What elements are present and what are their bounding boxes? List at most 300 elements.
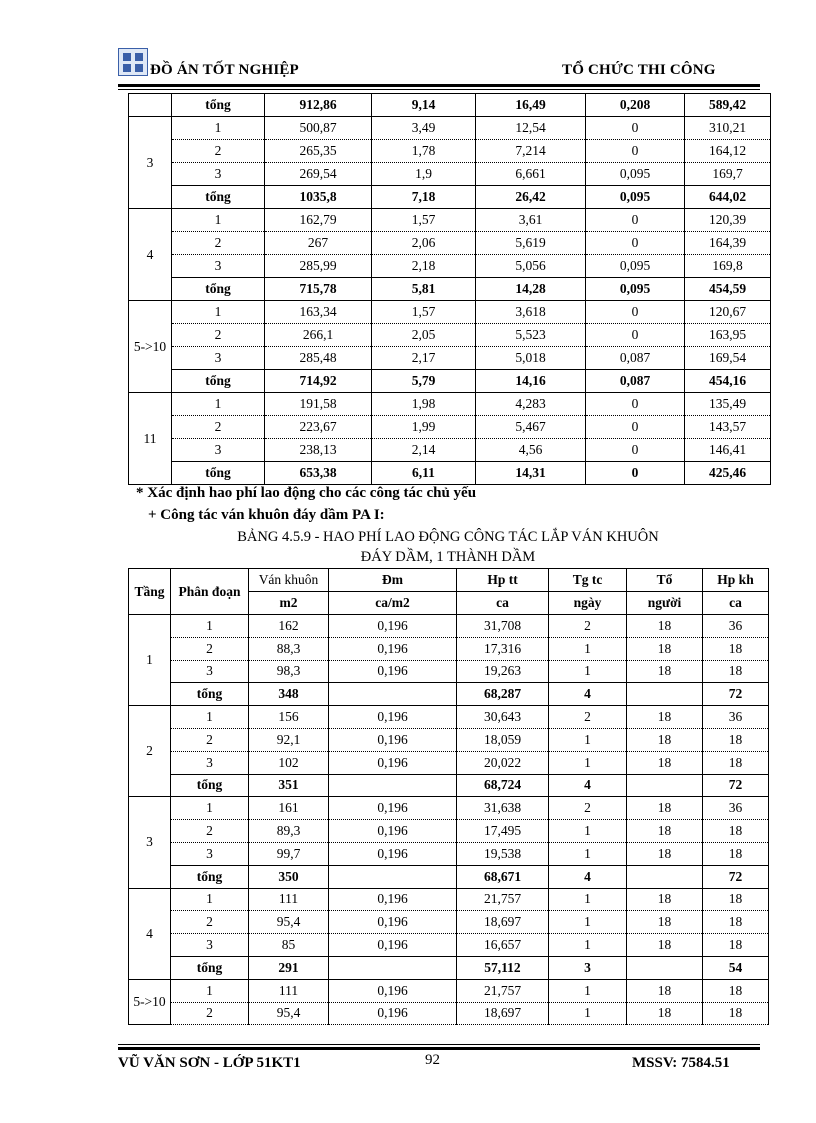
labor-cost-table-continued <box>128 93 771 485</box>
table-row <box>129 934 769 957</box>
row-label-cell: 3 <box>172 255 265 278</box>
value-cell: 99,7 <box>249 842 329 865</box>
value-cell: 88,3 <box>249 637 329 660</box>
value-cell: 4,56 <box>476 439 586 462</box>
value-cell: 18 <box>627 751 703 774</box>
value-cell: 72 <box>703 865 769 888</box>
value-cell: 0,196 <box>329 911 457 934</box>
value-cell: 162 <box>249 615 329 638</box>
table-row <box>129 1002 769 1025</box>
value-cell: 143,57 <box>685 416 771 439</box>
value-cell: 1 <box>549 1002 627 1025</box>
table-total-row <box>129 370 771 393</box>
value-cell: 17,316 <box>457 637 549 660</box>
tang-cell: 1 <box>129 615 171 706</box>
table-row <box>129 163 771 186</box>
value-cell <box>329 865 457 888</box>
value-cell: 1 <box>549 934 627 957</box>
table-total-row <box>129 278 771 301</box>
table-row <box>129 117 771 140</box>
value-cell: 348 <box>249 683 329 706</box>
value-cell: 191,58 <box>265 393 372 416</box>
value-cell: 95,4 <box>249 911 329 934</box>
value-cell <box>627 774 703 797</box>
tang-cell-continued <box>129 94 172 117</box>
value-cell: 7,18 <box>372 186 476 209</box>
value-cell: 2,14 <box>372 439 476 462</box>
value-cell: 310,21 <box>685 117 771 140</box>
author-class: - LỚP 51KT1 <box>210 1055 301 1071</box>
value-cell: 1,57 <box>372 301 476 324</box>
row-label-cell: 3 <box>171 660 249 683</box>
value-cell: 0,087 <box>586 347 685 370</box>
value-cell: 18 <box>703 979 769 1002</box>
value-cell: 0,196 <box>329 728 457 751</box>
table2-header-row <box>129 569 769 592</box>
table-total-row <box>129 956 769 979</box>
value-cell: 18 <box>627 911 703 934</box>
value-cell: 0 <box>586 324 685 347</box>
value-cell: 0,196 <box>329 888 457 911</box>
table-row <box>129 393 771 416</box>
table-row <box>129 979 769 1002</box>
value-cell: 18 <box>627 615 703 638</box>
value-cell: 14,31 <box>476 462 586 485</box>
value-cell: 102 <box>249 751 329 774</box>
value-cell: 18 <box>627 797 703 820</box>
value-cell: 1 <box>549 751 627 774</box>
row-label-cell: 1 <box>172 301 265 324</box>
row-label-cell: 3 <box>171 751 249 774</box>
value-cell: 72 <box>703 774 769 797</box>
unit-hp-kh: ca <box>703 592 769 615</box>
row-label-cell: 1 <box>172 117 265 140</box>
formwork-labor-table <box>128 568 769 1025</box>
value-cell: 1 <box>549 728 627 751</box>
value-cell: 0,087 <box>586 370 685 393</box>
row-label-cell: 2 <box>171 728 249 751</box>
table-row <box>129 232 771 255</box>
value-cell: 36 <box>703 797 769 820</box>
value-cell: 68,671 <box>457 865 549 888</box>
table-row <box>129 706 769 729</box>
value-cell: 18 <box>703 1002 769 1025</box>
value-cell: 36 <box>703 706 769 729</box>
table-row <box>129 416 771 439</box>
row-label-cell: 2 <box>171 820 249 843</box>
row-label-cell: 2 <box>171 911 249 934</box>
unit-tg-tc: ngày <box>549 592 627 615</box>
table-row <box>129 911 769 934</box>
table-row <box>129 209 771 232</box>
tang-cell: 3 <box>129 117 172 209</box>
table-row <box>129 301 771 324</box>
row-label-cell: tổng <box>172 94 265 117</box>
value-cell: 267 <box>265 232 372 255</box>
value-cell: 14,28 <box>476 278 586 301</box>
value-cell: 4,283 <box>476 393 586 416</box>
tang-cell: 4 <box>129 888 171 979</box>
value-cell: 164,12 <box>685 140 771 163</box>
value-cell: 163,95 <box>685 324 771 347</box>
value-cell: 169,8 <box>685 255 771 278</box>
value-cell: 169,7 <box>685 163 771 186</box>
value-cell: 156 <box>249 706 329 729</box>
value-cell: 18 <box>627 637 703 660</box>
value-cell: 5,81 <box>372 278 476 301</box>
value-cell: 1 <box>549 979 627 1002</box>
value-cell: 4 <box>549 865 627 888</box>
value-cell <box>329 956 457 979</box>
value-cell: 0 <box>586 140 685 163</box>
value-cell: 5,056 <box>476 255 586 278</box>
value-cell: 12,54 <box>476 117 586 140</box>
value-cell: 18 <box>703 751 769 774</box>
row-label-cell: tổng <box>172 278 265 301</box>
row-label-cell: 3 <box>172 163 265 186</box>
table-row <box>129 888 769 911</box>
value-cell: 18 <box>703 911 769 934</box>
value-cell: 0,095 <box>586 163 685 186</box>
value-cell: 2,06 <box>372 232 476 255</box>
value-cell: 0,196 <box>329 706 457 729</box>
value-cell <box>627 956 703 979</box>
table-row <box>129 255 771 278</box>
value-cell: 2 <box>549 797 627 820</box>
tang-cell: 11 <box>129 393 172 485</box>
table2-title-line2: ĐÁY DẦM, 1 THÀNH DẦM <box>360 549 536 565</box>
value-cell: 2,17 <box>372 347 476 370</box>
value-cell: 18 <box>703 934 769 957</box>
value-cell: 223,67 <box>265 416 372 439</box>
value-cell: 18 <box>627 1002 703 1025</box>
footer-rule-thick <box>118 1047 760 1050</box>
value-cell: 0,196 <box>329 979 457 1002</box>
page-number: 92 <box>425 1052 440 1068</box>
value-cell: 291 <box>249 956 329 979</box>
value-cell: 350 <box>249 865 329 888</box>
value-cell: 2 <box>549 706 627 729</box>
value-cell: 18 <box>627 728 703 751</box>
value-cell: 19,263 <box>457 660 549 683</box>
value-cell: 31,638 <box>457 797 549 820</box>
value-cell: 238,13 <box>265 439 372 462</box>
table-row <box>129 324 771 347</box>
value-cell: 18,697 <box>457 1002 549 1025</box>
university-logo-icon <box>118 48 148 76</box>
header-rule-thin <box>118 89 760 90</box>
table-row <box>129 660 769 683</box>
value-cell: 500,87 <box>265 117 372 140</box>
value-cell: 454,59 <box>685 278 771 301</box>
value-cell: 715,78 <box>265 278 372 301</box>
row-label-cell: 3 <box>172 439 265 462</box>
value-cell: 0 <box>586 416 685 439</box>
value-cell: 5,523 <box>476 324 586 347</box>
value-cell: 161 <box>249 797 329 820</box>
value-cell: 265,35 <box>265 140 372 163</box>
value-cell: 3 <box>549 956 627 979</box>
value-cell: 18 <box>703 660 769 683</box>
value-cell: 18 <box>627 888 703 911</box>
value-cell: 18 <box>703 637 769 660</box>
value-cell: 18,697 <box>457 911 549 934</box>
value-cell: 68,724 <box>457 774 549 797</box>
value-cell: 111 <box>249 888 329 911</box>
value-cell: 0,196 <box>329 751 457 774</box>
table-row <box>129 637 769 660</box>
value-cell: 18 <box>627 820 703 843</box>
row-label-cell: 1 <box>171 615 249 638</box>
value-cell <box>627 865 703 888</box>
value-cell: 1,9 <box>372 163 476 186</box>
footer-student-id: MSSV: 7584.51 <box>632 1055 730 1071</box>
value-cell: 351 <box>249 774 329 797</box>
value-cell: 1,57 <box>372 209 476 232</box>
value-cell: 2,05 <box>372 324 476 347</box>
row-label-cell: tổng <box>172 462 265 485</box>
value-cell: 18 <box>627 979 703 1002</box>
value-cell: 589,42 <box>685 94 771 117</box>
table-total-row <box>129 865 769 888</box>
value-cell: 18 <box>703 888 769 911</box>
value-cell: 5,467 <box>476 416 586 439</box>
row-label-cell: 2 <box>171 637 249 660</box>
row-label-cell: 2 <box>172 324 265 347</box>
header-right-title: TỔ CHỨC THI CÔNG <box>562 62 716 78</box>
value-cell: 2 <box>549 615 627 638</box>
col-header-hp-tt: Hp tt <box>457 569 549 592</box>
value-cell: 17,495 <box>457 820 549 843</box>
unit-dm: ca/m2 <box>329 592 457 615</box>
value-cell: 21,757 <box>457 979 549 1002</box>
value-cell: 0,196 <box>329 615 457 638</box>
value-cell: 146,41 <box>685 439 771 462</box>
value-cell: 98,3 <box>249 660 329 683</box>
table-row <box>129 797 769 820</box>
value-cell: 5,79 <box>372 370 476 393</box>
value-cell: 454,16 <box>685 370 771 393</box>
value-cell: 425,46 <box>685 462 771 485</box>
value-cell: 14,16 <box>476 370 586 393</box>
value-cell: 0,196 <box>329 934 457 957</box>
note-labor-cost: * Xác định hao phí lao động cho các công tác chủ yếu <box>136 485 477 501</box>
table-row <box>129 140 771 163</box>
row-label-cell: tổng <box>172 370 265 393</box>
value-cell: 653,38 <box>265 462 372 485</box>
value-cell: 9,14 <box>372 94 476 117</box>
table-row <box>129 842 769 865</box>
table-row <box>129 439 771 462</box>
value-cell <box>627 683 703 706</box>
value-cell: 1 <box>549 820 627 843</box>
row-label-cell: 2 <box>172 232 265 255</box>
value-cell: 0 <box>586 462 685 485</box>
value-cell: 7,214 <box>476 140 586 163</box>
table-row <box>129 751 769 774</box>
value-cell: 18 <box>627 934 703 957</box>
value-cell: 57,112 <box>457 956 549 979</box>
value-cell: 95,4 <box>249 1002 329 1025</box>
footer-rule-thin <box>118 1044 760 1045</box>
value-cell: 0,095 <box>586 278 685 301</box>
value-cell: 18 <box>627 660 703 683</box>
table-row <box>129 820 769 843</box>
value-cell: 19,538 <box>457 842 549 865</box>
header-left-title: ĐỒ ÁN TỐT NGHIỆP <box>150 62 299 78</box>
table-total-row <box>129 774 769 797</box>
row-label-cell: tổng <box>172 186 265 209</box>
value-cell: 0,196 <box>329 1002 457 1025</box>
value-cell: 0 <box>586 209 685 232</box>
value-cell: 0,208 <box>586 94 685 117</box>
row-label-cell: 1 <box>171 979 249 1002</box>
value-cell: 18 <box>703 728 769 751</box>
value-cell: 285,99 <box>265 255 372 278</box>
table-row <box>129 347 771 370</box>
row-label-cell: 3 <box>171 842 249 865</box>
value-cell: 0,196 <box>329 637 457 660</box>
value-cell: 285,48 <box>265 347 372 370</box>
table-row <box>129 94 771 117</box>
tang-cell: 4 <box>129 209 172 301</box>
value-cell: 36 <box>703 615 769 638</box>
value-cell: 21,757 <box>457 888 549 911</box>
value-cell: 89,3 <box>249 820 329 843</box>
value-cell: 4 <box>549 774 627 797</box>
unit-to: người <box>627 592 703 615</box>
value-cell: 266,1 <box>265 324 372 347</box>
value-cell: 1,98 <box>372 393 476 416</box>
value-cell: 714,92 <box>265 370 372 393</box>
value-cell: 18 <box>703 842 769 865</box>
value-cell: 18,059 <box>457 728 549 751</box>
value-cell: 4 <box>549 683 627 706</box>
author-name: VŨ VĂN SƠN <box>118 1055 211 1071</box>
tang-cell: 5->10 <box>129 301 172 393</box>
table-row <box>129 728 769 751</box>
value-cell <box>329 774 457 797</box>
value-cell: 0,196 <box>329 660 457 683</box>
unit-van-khuon: m2 <box>249 592 329 615</box>
value-cell <box>329 683 457 706</box>
row-label-cell: 3 <box>172 347 265 370</box>
value-cell: 1,78 <box>372 140 476 163</box>
table-total-row <box>129 462 771 485</box>
tang-cell: 5->10 <box>129 979 171 1025</box>
col-header-dm: Đm <box>329 569 457 592</box>
row-label-cell: 1 <box>171 706 249 729</box>
value-cell: 1 <box>549 842 627 865</box>
value-cell: 6,11 <box>372 462 476 485</box>
table-row <box>129 615 769 638</box>
row-label-cell: 1 <box>172 209 265 232</box>
value-cell: 163,34 <box>265 301 372 324</box>
value-cell: 0,095 <box>586 255 685 278</box>
value-cell: 1,99 <box>372 416 476 439</box>
header-rule-thick <box>118 84 760 87</box>
value-cell: 1 <box>549 637 627 660</box>
value-cell: 1 <box>549 660 627 683</box>
value-cell: 26,42 <box>476 186 586 209</box>
row-label-cell: tổng <box>171 865 249 888</box>
unit-hp-tt: ca <box>457 592 549 615</box>
value-cell: 0,196 <box>329 797 457 820</box>
value-cell: 169,54 <box>685 347 771 370</box>
value-cell: 5,619 <box>476 232 586 255</box>
value-cell: 0,196 <box>329 842 457 865</box>
row-label-cell: 1 <box>172 393 265 416</box>
value-cell: 54 <box>703 956 769 979</box>
row-label-cell: tổng <box>171 774 249 797</box>
value-cell: 0 <box>586 232 685 255</box>
value-cell: 1 <box>549 911 627 934</box>
value-cell: 1 <box>549 888 627 911</box>
value-cell: 0 <box>586 439 685 462</box>
row-label-cell: 1 <box>171 797 249 820</box>
value-cell: 912,86 <box>265 94 372 117</box>
value-cell: 92,1 <box>249 728 329 751</box>
col-header-van-khuon: Ván khuôn <box>249 569 329 592</box>
value-cell: 85 <box>249 934 329 957</box>
col-header-tg-tc: Tg tc <box>549 569 627 592</box>
col-header-phan-doan: Phân đoạn <box>171 569 249 615</box>
value-cell: 20,022 <box>457 751 549 774</box>
col-header-hp-kh: Hp kh <box>703 569 769 592</box>
table-total-row <box>129 683 769 706</box>
row-label-cell: tổng <box>171 956 249 979</box>
tang-cell: 2 <box>129 706 171 797</box>
value-cell: 16,49 <box>476 94 586 117</box>
col-header-to: Tổ <box>627 569 703 592</box>
value-cell: 120,39 <box>685 209 771 232</box>
value-cell: 6,661 <box>476 163 586 186</box>
value-cell: 162,79 <box>265 209 372 232</box>
value-cell: 111 <box>249 979 329 1002</box>
value-cell: 120,67 <box>685 301 771 324</box>
row-label-cell: tổng <box>171 683 249 706</box>
value-cell: 0 <box>586 117 685 140</box>
value-cell: 269,54 <box>265 163 372 186</box>
value-cell: 18 <box>703 820 769 843</box>
value-cell: 3,49 <box>372 117 476 140</box>
value-cell: 5,018 <box>476 347 586 370</box>
value-cell: 135,49 <box>685 393 771 416</box>
value-cell: 3,618 <box>476 301 586 324</box>
value-cell: 0 <box>586 393 685 416</box>
row-label-cell: 2 <box>172 140 265 163</box>
value-cell: 18 <box>627 706 703 729</box>
value-cell: 18 <box>627 842 703 865</box>
value-cell: 16,657 <box>457 934 549 957</box>
value-cell: 68,287 <box>457 683 549 706</box>
value-cell: 164,39 <box>685 232 771 255</box>
note-formwork-pa1: + Công tác ván khuôn đáy dầm PA I: <box>148 507 385 523</box>
value-cell: 0,196 <box>329 820 457 843</box>
value-cell: 0,095 <box>586 186 685 209</box>
tang-cell: 3 <box>129 797 171 888</box>
value-cell: 31,708 <box>457 615 549 638</box>
row-label-cell: 3 <box>171 934 249 957</box>
footer-author <box>118 1055 301 1072</box>
row-label-cell: 2 <box>172 416 265 439</box>
row-label-cell: 1 <box>171 888 249 911</box>
table2-title-line1: BẢNG 4.5.9 - HAO PHÍ LAO ĐỘNG CÔNG TÁC LẮP VÁN KHUÔN <box>237 529 659 545</box>
value-cell: 644,02 <box>685 186 771 209</box>
value-cell: 1035,8 <box>265 186 372 209</box>
value-cell: 30,643 <box>457 706 549 729</box>
value-cell: 3,61 <box>476 209 586 232</box>
